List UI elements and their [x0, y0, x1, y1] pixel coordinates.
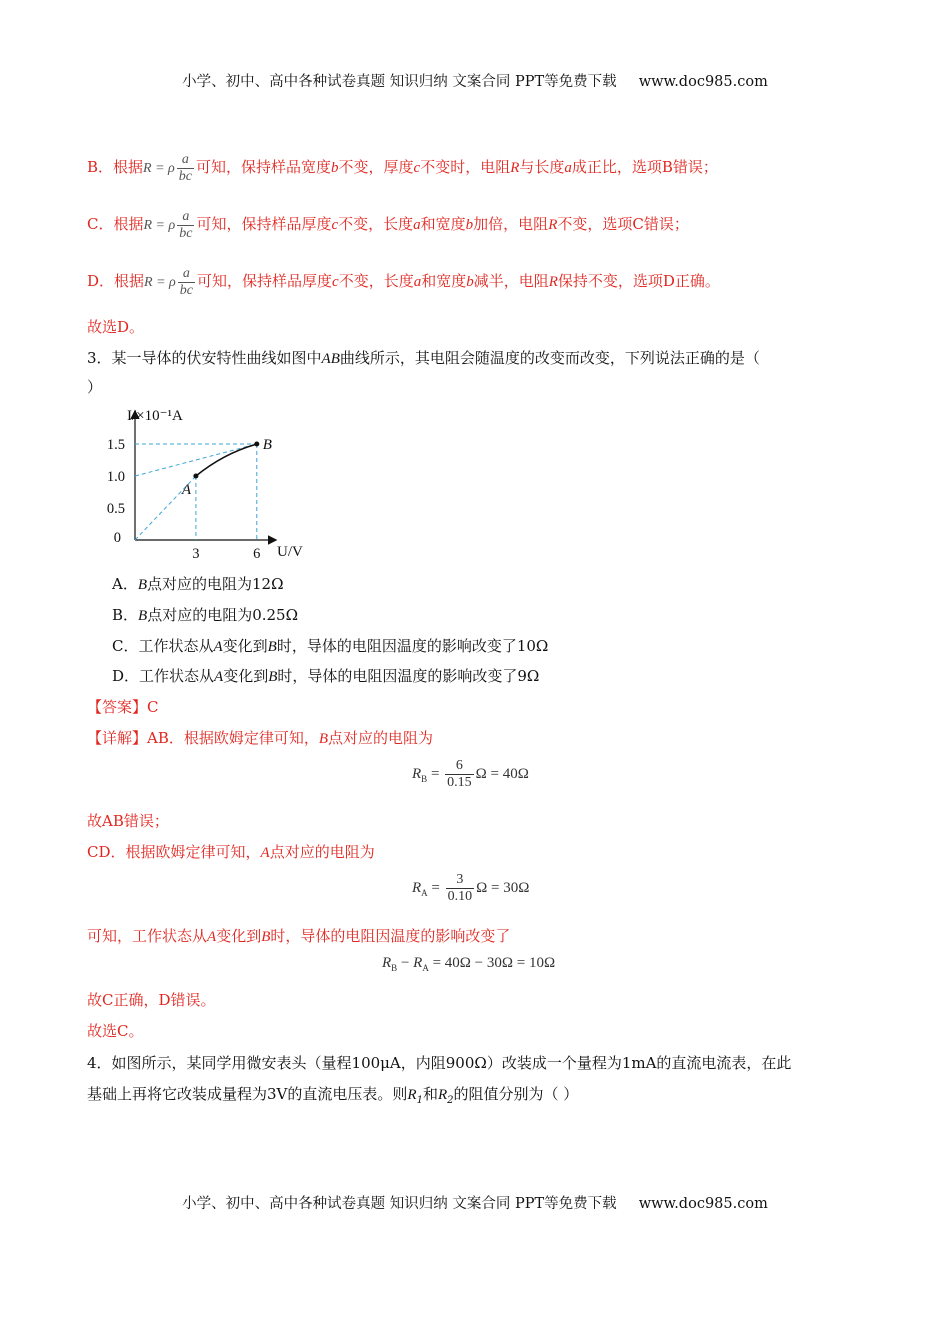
- y-tick-label: 1.0: [106, 469, 125, 485]
- fraction: $\frac{a}{bc}$: [179, 208, 193, 241]
- q3-option-c[interactable]: C．工作状态从A变化到B时，导体的电阻因温度的影响改变了10Ω: [112, 637, 549, 655]
- prev-option-c: C．根据R = ρ $\frac{a}{bc}$ 可知，保持样品厚度c不变，长度a和宽度b加倍，电阻R不变，选项C错误；: [87, 208, 689, 241]
- q3-option-a[interactable]: A．B点对应的电阻为12Ω: [112, 575, 284, 593]
- q3-answer: 【答案】C: [87, 698, 159, 716]
- page-header: [0, 70, 950, 91]
- y-axis-label: I/×10⁻¹A: [127, 408, 183, 424]
- prev-option-b: B．根据R = ρ $\frac{a}{bc}$ 可知，保持样品宽度b不变，厚度c不变时，电阻R与长度a成正比，选项B错误；: [87, 151, 718, 184]
- q4-stem-line2: 基础上再将它改装成量程为3V的直流电压表。则$R_1$和$R_2$的阻值分别为（ ）: [87, 1085, 579, 1106]
- formula-diff: $R_B - R_A = 40\Omega - 30\Omega = 10\Omega$: [382, 955, 556, 973]
- point-a: [193, 474, 198, 479]
- page-footer: [0, 1192, 950, 1213]
- q3-stem-line1: 3．某一导体的伏安特性曲线如图中AB曲线所示，其电阻会随温度的改变而改变，下列说法正确的是（: [87, 349, 760, 367]
- prev-option-d: D．根据R = ρ $\frac{a}{bc}$ 可知，保持样品厚度c不变，长度a和宽度b减半，电阻R保持不变，选项D正确。: [87, 265, 720, 298]
- fraction: $\frac{a}{bc}$: [179, 265, 193, 298]
- iv-curve-chart: [95, 400, 325, 570]
- formula-ra: $R_A$ = $\frac{3}{0.10}$ Ω = 30Ω: [412, 872, 530, 904]
- point-a-label: A: [181, 482, 192, 498]
- header-text: 小学、初中、高中各种试卷真题 知识归纳 文案合同 PPT等免费下载: [182, 74, 617, 90]
- origin-label: 0: [113, 530, 121, 546]
- header-site-link[interactable]: www.doc985.com: [638, 74, 768, 90]
- x-axis-label: U/V: [277, 544, 303, 560]
- q3-option-d[interactable]: D．工作状态从A变化到B时，导体的电阻因温度的影响改变了9Ω: [112, 667, 540, 685]
- q3-conclusion: 故选C。: [87, 1022, 144, 1040]
- point-b-label: B: [262, 437, 272, 453]
- q3-detail-ab: 【详解】AB．根据欧姆定律可知，B点对应的电阻为: [87, 729, 434, 747]
- q3-stem-line2: ）: [87, 378, 103, 396]
- curve-ab: [196, 444, 257, 476]
- y-tick-label: 0.5: [106, 501, 125, 517]
- fraction: $\frac{a}{bc}$: [178, 151, 192, 184]
- y-tick-label: 1.5: [106, 437, 125, 453]
- guide-chord: [135, 444, 257, 476]
- x-tick-label: 3: [192, 546, 200, 562]
- q3-detail-cd: CD．根据欧姆定律可知，A点对应的电阻为: [87, 843, 375, 861]
- formula-rb: $R_B$ = $\frac{6}{0.15}$ Ω = 40Ω: [412, 758, 529, 790]
- q3-option-b[interactable]: B．B点对应的电阻为0.25Ω: [112, 606, 299, 624]
- q4-stem-line1: 4．如图所示，某同学用微安表头（量程100μA，内阻900Ω）改装成一个量程为1mA的直流电流表，在此: [87, 1054, 792, 1072]
- q3-detail-change: 可知，工作状态从A变化到B时，导体的电阻因温度的影响改变了: [87, 927, 511, 945]
- footer-text: 小学、初中、高中各种试卷真题 知识归纳 文案合同 PPT等免费下载: [182, 1196, 617, 1212]
- prev-conclusion: 故选D。: [87, 318, 145, 336]
- x-tick-label: 6: [253, 546, 261, 562]
- point-b: [254, 442, 259, 447]
- q3-ab-wrong: 故AB错误；: [87, 812, 169, 830]
- footer-site-link[interactable]: www.doc985.com: [638, 1196, 768, 1212]
- q3-c-right: 故C正确，D错误。: [87, 991, 216, 1009]
